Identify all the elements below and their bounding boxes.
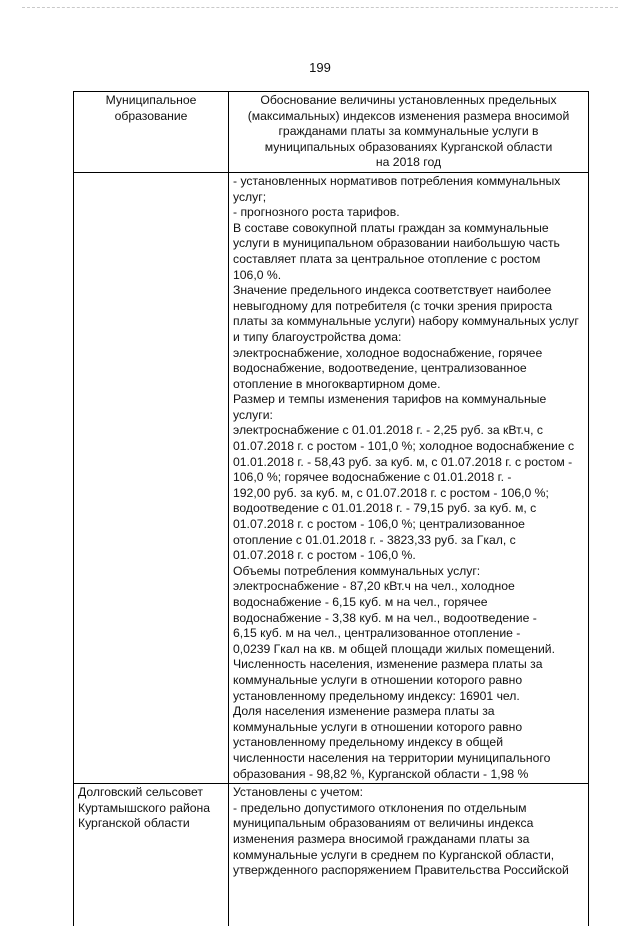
text-line: Обоснование величины установленных предельных: [260, 93, 557, 107]
text-line: установленному предельному индексу в общей: [233, 735, 504, 750]
text-line: установленному предельному индексу: 16901 чел.: [233, 688, 520, 703]
text-line: составляет плата за центральное отопление с ростом: [233, 251, 541, 266]
row1-col2-lines: [233, 174, 584, 782]
page-number: 199: [309, 60, 331, 75]
text-line: - прогнозного роста тарифов.: [233, 205, 400, 220]
text-line: коммунальные услуги в отношении которого равно: [233, 719, 523, 734]
text-line: водоснабжение, водоотведение, централизованное: [233, 361, 527, 376]
text-line: образования - 98,82 %, Курганской области - 1,98 %: [233, 766, 529, 781]
text-line: Значение предельного индекса соответствует наиболее: [233, 283, 552, 298]
text-line: 192,00 руб. за куб. м, с 01.07.2018 г. с ростом - 106,0 %;: [233, 485, 549, 500]
text-line: Установлены с учетом:: [233, 785, 363, 800]
text-line: Размер и темпы изменения тарифов на коммунальные: [233, 392, 547, 407]
text-line: Численность населения, изменение размера платы за: [233, 657, 543, 672]
text-line: услуги в муниципальном образовании наибольшую часть: [233, 236, 560, 251]
header-municipality: [74, 92, 229, 173]
text-line: - установленных нормативов потребления коммунальных: [233, 173, 561, 188]
text-line: 01.07.2018 г. с ростом - 106,0 %.: [233, 548, 416, 563]
text-line: 106,0 %.: [233, 267, 282, 282]
text-line: Объемы потребления коммунальных услуг:: [233, 563, 481, 578]
text-line: 0,0239 Гкал на кв. м общей площади жилых помещений.: [233, 641, 555, 656]
text-line: на 2018 год: [375, 155, 442, 170]
text-line: и типу благоустройства дома:: [233, 329, 402, 344]
text-line: Доля населения изменение размера платы за: [233, 704, 495, 719]
text-line: коммунальные услуги в среднем по Курганской области,: [233, 847, 555, 862]
row2-col1-lines: [78, 785, 224, 832]
text-line: гражданами платы за коммунальные услуги в: [278, 124, 539, 139]
text-line: 01.07.2018 г. с ростом - 101,0 %; холодное водоснабжение с: [233, 439, 575, 454]
header-col1-lines: [78, 93, 224, 124]
text-line: изменения размера вносимой гражданами платы за: [233, 831, 530, 846]
text-line: платы за коммунальные услуги) набору коммунальных услуг: [233, 314, 579, 329]
text-line: образование: [114, 108, 188, 123]
row1-municipality-cell: [74, 172, 229, 783]
text-line: водоотведение с 01.01.2018 г. - 79,15 руб. за куб. м, с: [233, 501, 537, 516]
text-line: Муниципальное: [105, 93, 197, 107]
text-line: коммунальные услуги в отношении которого равно: [233, 672, 523, 687]
text-line: Курганской области: [78, 816, 190, 831]
text-line: отопление в многоквартирном доме.: [233, 376, 441, 391]
text-line: отопление с 01.01.2018 г. - 3823,33 руб. за Гкал, с: [233, 532, 516, 547]
table-row: [74, 172, 589, 783]
text-line: - предельно допустимого отклонения по отдельным: [233, 800, 527, 815]
text-line: 01.07.2018 г. с ростом - 106,0 %; централизованное: [233, 517, 525, 532]
row2-col2-lines: [233, 785, 584, 879]
scan-artifact-line: [22, 7, 618, 8]
text-line: муниципальных образованиях Курганской области: [264, 139, 553, 154]
text-line: услуг;: [233, 189, 267, 204]
text-line: электроснабжение с 01.01.2018 г. - 2,25 руб. за кВт.ч, с: [233, 423, 543, 438]
text-line: численности населения на территории муниципального: [233, 750, 551, 765]
text-line: (максимальных) индексов изменения размера вносимой: [247, 108, 570, 123]
text-line: электроснабжение - 87,20 кВт.ч на чел., холодное: [233, 579, 515, 594]
header-justification: [229, 92, 589, 173]
row1-justification-cell: [229, 172, 589, 783]
table-header-row: [74, 92, 589, 173]
header-col2-lines: [233, 93, 584, 171]
text-line: невыгодному для потребителя (с точки зрения прироста: [233, 298, 553, 313]
text-line: муниципальным образованиям от величины индекса: [233, 816, 534, 831]
text-line: 01.01.2018 г. - 58,43 руб. за куб. м, с 01.07.2018 г. с ростом -: [233, 454, 573, 469]
text-line: водоснабжение - 3,38 куб. м на чел., водоотведение -: [233, 610, 537, 625]
text-line: Долговский сельсовет: [78, 785, 203, 800]
text-line: В составе совокупной платы граждан за коммунальные: [233, 220, 549, 235]
text-line: 6,15 куб. м на чел., централизованное отопление -: [233, 626, 521, 641]
text-line: электроснабжение, холодное водоснабжение, горячее: [233, 345, 543, 360]
text-line: Куртамышского района: [78, 800, 211, 815]
text-line: 106,0 %; горячее водоснабжение с 01.01.2018 г. -: [233, 470, 512, 485]
text-line: водоснабжение - 6,15 куб. м на чел., горячее: [233, 595, 488, 609]
text-line: услуги:: [233, 407, 273, 422]
tariff-justification-table: [73, 91, 589, 926]
text-line: утвержденного распоряжением Правительства Российской: [233, 863, 569, 878]
